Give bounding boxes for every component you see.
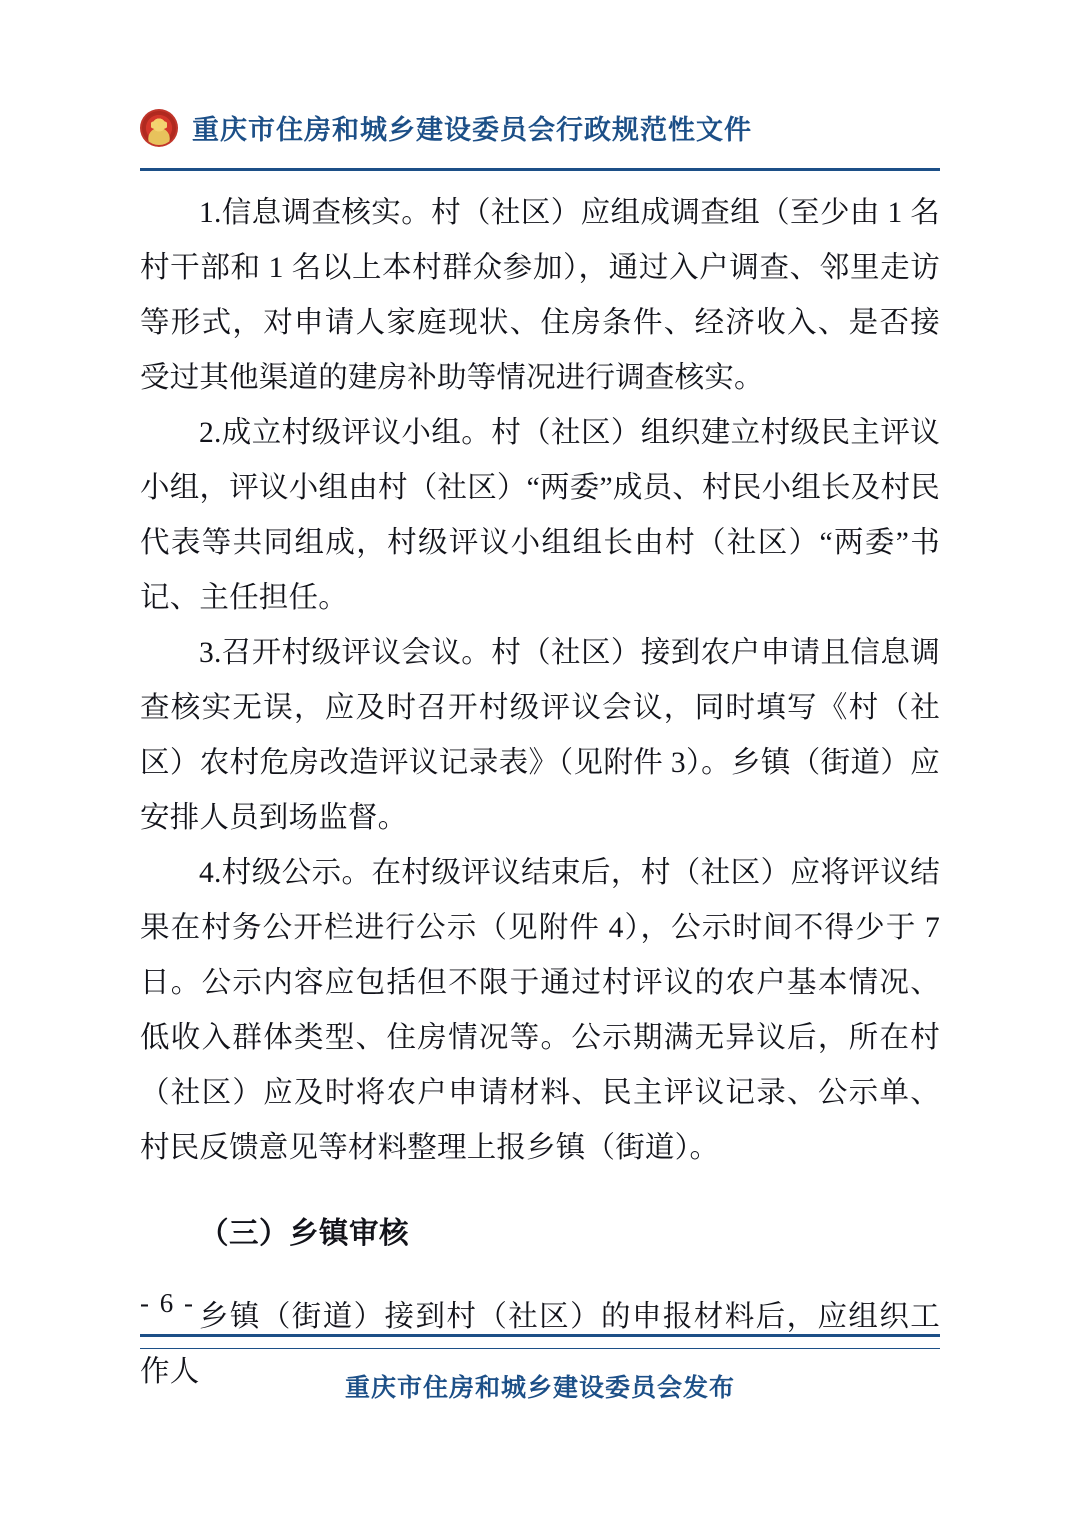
body-paragraph-3: 3.召开村级评议会议。村（社区）接到农户申请且信息调查核实无误，应及时召开村级评议会议，同时填写《村（社区）农村危房改造评议记录表》（见附件 3）。乡镇（街道）应安排人员到场监督。 [140, 637, 940, 834]
document-body [140, 186, 940, 1400]
header-title: 重庆市住房和城乡建设委员会行政规范性文件 [192, 115, 752, 145]
closing-paragraph: 乡镇（街道）接到村（社区）的申报材料后，应组织工作人 [140, 1301, 940, 1388]
body-paragraph-1: 1.信息调查核实。村（社区）应组成调查组（至少由 1 名村干部和 1 名以上本村群众参加），通过入户调查、邻里走访等形式，对申请人家庭现状、住房条件、经济收入、是否接受过其他渠道的建房补助等情况进行调查核实。 [140, 197, 940, 394]
national-emblem-icon [140, 109, 178, 147]
document-header [140, 108, 940, 147]
section-heading: （三）乡镇审核 [199, 1216, 410, 1250]
page-number: - 6 - [140, 1288, 195, 1318]
header-divider [140, 168, 940, 171]
footer-divider-thin [140, 1348, 940, 1349]
footer-publisher: 重庆市住房和城乡建设委员会发布 [344, 1374, 735, 1402]
body-paragraph-2: 2.成立村级评议小组。村（社区）组织建立村级民主评议小组，评议小组由村（社区）“两委”成员、村民小组长及村民代表等共同组成，村级评议小组组长由村（社区）“两委”书记、主任担任。 [140, 417, 940, 614]
footer-divider-thick [140, 1334, 940, 1337]
body-paragraph-4: 4.村级公示。在村级评议结束后，村（社区）应将评议结果在村务公开栏进行公示（见附件 4），公示时间不得少于 7 日。公示内容应包括但不限于通过村评议的农户基本情况、低收入群体类型、住房情况等。公示期满无异议后，所在村（社区）应及时将农户申请材料、民主评议记录、公示单、村民反馈意见等材料整理上报乡镇（街道）。 [140, 857, 940, 1164]
